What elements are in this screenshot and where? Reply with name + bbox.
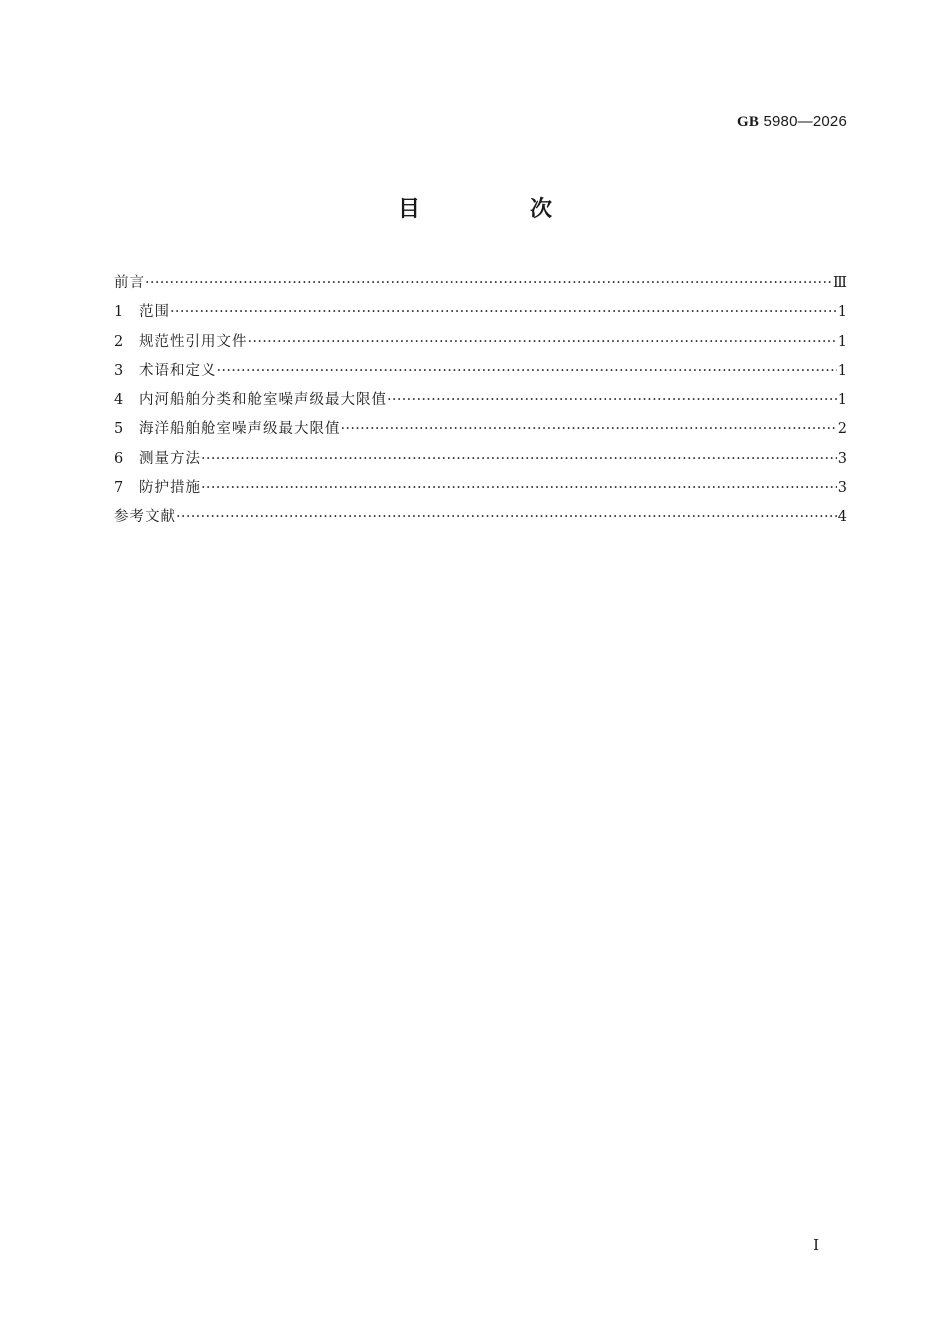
toc-entry-page: 2 bbox=[837, 421, 847, 438]
standard-prefix: GB bbox=[737, 114, 760, 130]
toc-entry-scope[interactable] bbox=[114, 298, 847, 327]
toc-entry-inland-vessels[interactable] bbox=[114, 386, 847, 415]
standard-code bbox=[737, 113, 847, 131]
toc-entry-measurement-method[interactable] bbox=[114, 445, 847, 474]
toc-leader-dots bbox=[248, 328, 837, 357]
toc-entry-normative-references[interactable] bbox=[114, 328, 847, 357]
toc-entry-label: 海洋船舶舱室噪声级最大限值 bbox=[139, 421, 341, 438]
toc-leader-dots bbox=[387, 386, 837, 415]
toc-entry-page: 3 bbox=[837, 480, 847, 497]
toc-entry-label: 范围 bbox=[139, 304, 170, 321]
toc-entry-number: 3 bbox=[114, 362, 124, 379]
toc-leader-dots bbox=[341, 415, 837, 444]
toc-entry-bibliography[interactable] bbox=[114, 503, 847, 532]
toc-leader-dots bbox=[176, 503, 837, 532]
page-number: Ⅰ bbox=[813, 1236, 819, 1254]
toc-entry-label: 测量方法 bbox=[139, 450, 201, 467]
toc-entry-label: 前言 bbox=[114, 275, 145, 291]
toc-entry-number: 4 bbox=[114, 392, 124, 409]
toc-entry-label: 术语和定义 bbox=[139, 362, 217, 379]
toc-entry-terms-definitions[interactable] bbox=[114, 357, 847, 386]
toc-entry-label: 规范性引用文件 bbox=[139, 333, 248, 350]
toc-entry-page: 3 bbox=[837, 450, 847, 467]
toc-entry-number: 1 bbox=[114, 304, 124, 321]
table-of-contents bbox=[114, 269, 847, 533]
standard-number: 5980—2026 bbox=[763, 113, 847, 130]
page-title: 目 次 bbox=[397, 197, 596, 222]
toc-leader-dots bbox=[170, 298, 837, 327]
toc-entry-number: 2 bbox=[114, 333, 124, 350]
toc-entry-number: 7 bbox=[114, 480, 124, 497]
toc-entry-number: 6 bbox=[114, 450, 124, 467]
toc-entry-label: 内河船舶分类和舱室噪声级最大限值 bbox=[139, 392, 387, 409]
toc-entry-label: 防护措施 bbox=[139, 480, 201, 497]
toc-entry-number: 5 bbox=[114, 421, 124, 438]
toc-entry-page: 1 bbox=[837, 304, 847, 321]
toc-entry-foreword[interactable] bbox=[114, 269, 847, 298]
toc-leader-dots bbox=[201, 445, 837, 474]
toc-leader-dots bbox=[217, 357, 837, 386]
toc-entry-page: 1 bbox=[837, 333, 847, 350]
toc-entry-page: 1 bbox=[837, 362, 847, 379]
toc-leader-dots bbox=[201, 474, 837, 503]
toc-entry-page: 1 bbox=[837, 392, 847, 409]
toc-entry-sea-vessels[interactable] bbox=[114, 415, 847, 444]
toc-entry-page: Ⅲ bbox=[833, 275, 847, 291]
toc-leader-dots bbox=[145, 269, 832, 298]
toc-entry-page: 4 bbox=[837, 509, 847, 526]
toc-entry-label: 参考文献 bbox=[114, 509, 176, 526]
toc-entry-protective-measures[interactable] bbox=[114, 474, 847, 503]
